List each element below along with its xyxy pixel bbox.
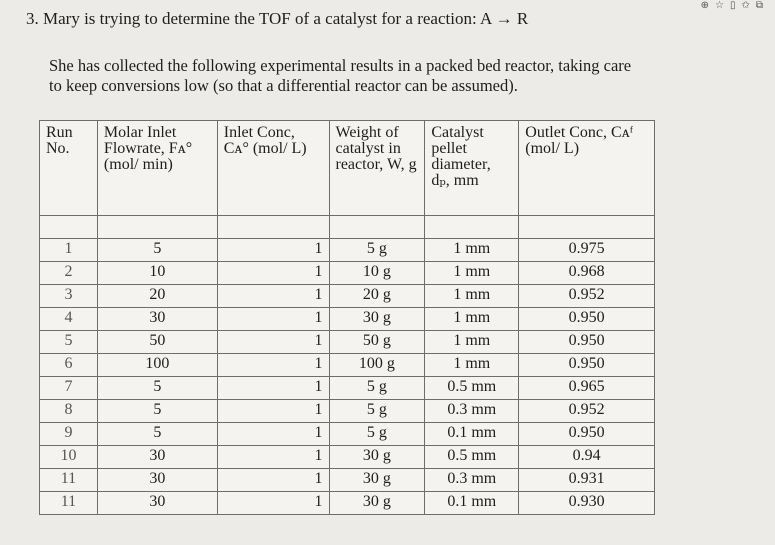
- cell-weight: 30 g: [329, 492, 425, 515]
- cell-inlet-conc: 1: [217, 239, 329, 262]
- cell-run: 9: [40, 423, 98, 446]
- cell-inlet-conc: 1: [217, 492, 329, 515]
- intro-paragraph: [49, 56, 749, 96]
- table-row: [40, 285, 655, 308]
- cell-inlet-conc: 1: [217, 446, 329, 469]
- cell-run: 4: [40, 308, 98, 331]
- cell-outlet-conc: 0.950: [519, 308, 655, 331]
- cell-weight: 5 g: [329, 423, 425, 446]
- cell-diameter: 0.5 mm: [425, 377, 519, 400]
- cell-run: 5: [40, 331, 98, 354]
- cell-diameter: 0.3 mm: [425, 469, 519, 492]
- cell-outlet-conc: 0.950: [519, 331, 655, 354]
- table-row: [40, 331, 655, 354]
- cell-diameter: 0.3 mm: [425, 400, 519, 423]
- cell-run: 8: [40, 400, 98, 423]
- table-spacer-row: [40, 216, 655, 239]
- intro-line-1: She has collected the following experimental results in a packed bed reactor, taking care: [49, 56, 632, 75]
- header-diameter: Catalyst pellet diameter, dₚ, mm: [425, 121, 519, 216]
- cell-diameter: 0.1 mm: [425, 423, 519, 446]
- cell-run: 1: [40, 239, 98, 262]
- header-outlet-conc: Outlet Conc, Cᴀᶠ (mol/ L): [519, 121, 655, 216]
- cell-run: 11: [40, 492, 98, 515]
- cell-flowrate: 5: [97, 423, 217, 446]
- cell-diameter: 1 mm: [425, 331, 519, 354]
- cell-run: 10: [40, 446, 98, 469]
- zoom-icon[interactable]: ⊕: [700, 0, 715, 11]
- cell-weight: 30 g: [329, 469, 425, 492]
- cell-inlet-conc: 1: [217, 354, 329, 377]
- table-row: [40, 354, 655, 377]
- cell-weight: 5 g: [329, 377, 425, 400]
- cell-flowrate: 5: [97, 239, 217, 262]
- question-heading: 3. Mary is trying to determine the TOF of a catalyst for a reaction: A → R: [26, 9, 529, 28]
- cell-outlet-conc: 0.952: [519, 285, 655, 308]
- cell-inlet-conc: 1: [217, 285, 329, 308]
- cell-diameter: 0.1 mm: [425, 492, 519, 515]
- cell-outlet-conc: 0.952: [519, 400, 655, 423]
- cell-run: 6: [40, 354, 98, 377]
- table-row: [40, 469, 655, 492]
- table-row: [40, 492, 655, 515]
- cell-flowrate: 5: [97, 377, 217, 400]
- cell-diameter: 1 mm: [425, 239, 519, 262]
- cell-weight: 50 g: [329, 331, 425, 354]
- cell-outlet-conc: 0.931: [519, 469, 655, 492]
- cell-inlet-conc: 1: [217, 377, 329, 400]
- header-flowrate: Molar Inlet Flowrate, Fᴀ° (mol/ min): [97, 121, 217, 216]
- cell-outlet-conc: 0.950: [519, 423, 655, 446]
- extensions-icon[interactable]: ⧉: [755, 0, 769, 11]
- cell-weight: 5 g: [329, 239, 425, 262]
- cell-outlet-conc: 0.950: [519, 354, 655, 377]
- cell-weight: 100 g: [329, 354, 425, 377]
- cell-weight: 20 g: [329, 285, 425, 308]
- intro-line-2: to keep conversions low (so that a differential reactor can be assumed).: [49, 76, 518, 95]
- cell-outlet-conc: 0.975: [519, 239, 655, 262]
- cell-weight: 30 g: [329, 308, 425, 331]
- cell-weight: 10 g: [329, 262, 425, 285]
- cell-inlet-conc: 1: [217, 262, 329, 285]
- cell-outlet-conc: 0.965: [519, 377, 655, 400]
- cell-flowrate: 5: [97, 400, 217, 423]
- cell-inlet-conc: 1: [217, 400, 329, 423]
- table-row: [40, 308, 655, 331]
- cell-outlet-conc: 0.930: [519, 492, 655, 515]
- cell-flowrate: 30: [97, 308, 217, 331]
- cell-flowrate: 30: [97, 492, 217, 515]
- header-weight: Weight of catalyst in reactor, W, g: [329, 121, 425, 216]
- cell-flowrate: 100: [97, 354, 217, 377]
- cell-diameter: 0.5 mm: [425, 446, 519, 469]
- cell-outlet-conc: 0.94: [519, 446, 655, 469]
- table-row: [40, 446, 655, 469]
- cell-flowrate: 10: [97, 262, 217, 285]
- cell-diameter: 1 mm: [425, 285, 519, 308]
- table-row: [40, 377, 655, 400]
- results-table: [39, 120, 655, 515]
- header-inlet-conc: Inlet Conc, Cᴀ° (mol/ L): [217, 121, 329, 216]
- cell-inlet-conc: 1: [217, 308, 329, 331]
- cell-flowrate: 50: [97, 331, 217, 354]
- table-row: [40, 423, 655, 446]
- cell-diameter: 1 mm: [425, 262, 519, 285]
- table-row: [40, 239, 655, 262]
- header-run: Run No.: [40, 121, 98, 216]
- table-header-row: [40, 121, 655, 216]
- cell-flowrate: 30: [97, 469, 217, 492]
- cell-run: 3: [40, 285, 98, 308]
- cell-inlet-conc: 1: [217, 331, 329, 354]
- table-row: [40, 262, 655, 285]
- cell-inlet-conc: 1: [217, 423, 329, 446]
- cell-weight: 30 g: [329, 446, 425, 469]
- cell-flowrate: 20: [97, 285, 217, 308]
- cell-diameter: 1 mm: [425, 354, 519, 377]
- cell-run: 11: [40, 469, 98, 492]
- cell-diameter: 1 mm: [425, 308, 519, 331]
- cell-weight: 5 g: [329, 400, 425, 423]
- cell-run: 2: [40, 262, 98, 285]
- cell-outlet-conc: 0.968: [519, 262, 655, 285]
- reader-icon[interactable]: ▯: [729, 0, 742, 11]
- favorites-icon[interactable]: ✩: [741, 0, 756, 11]
- star-icon[interactable]: ☆: [714, 0, 730, 11]
- cell-inlet-conc: 1: [217, 469, 329, 492]
- cell-flowrate: 30: [97, 446, 217, 469]
- cell-run: 7: [40, 377, 98, 400]
- table-row: [40, 400, 655, 423]
- toolbar-icons: [701, 0, 769, 11]
